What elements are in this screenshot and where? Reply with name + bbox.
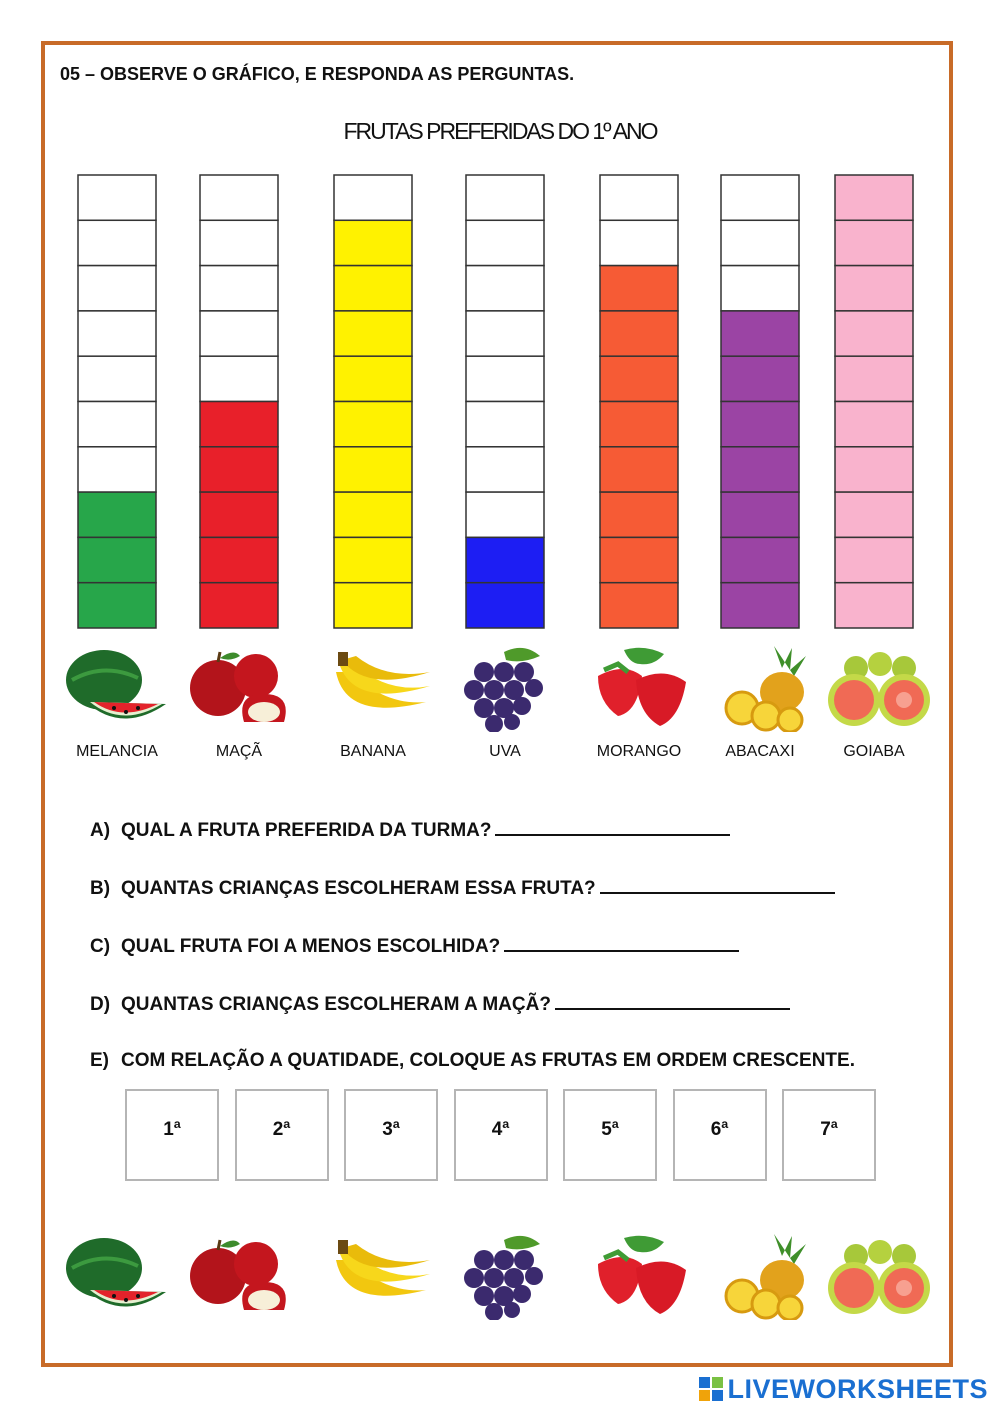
- fruit-label-banana: BANANA: [340, 743, 406, 760]
- fruit-labels: [0, 743, 1000, 765]
- bar-cell-empty: [721, 175, 799, 220]
- order-box-7[interactable]: 7ª: [782, 1089, 876, 1181]
- bar-cell-filled: [835, 311, 913, 356]
- chart-title: FRUTAS PREFERIDAS DO 1º ANO: [343, 118, 657, 144]
- bar-cell-empty: [200, 266, 278, 311]
- bar-column-melancia: [78, 175, 156, 628]
- liveworksheets-brand[interactable]: [699, 1374, 988, 1404]
- bar-cell-filled: [200, 402, 278, 447]
- bar-cell-empty: [78, 311, 156, 356]
- question-e: [90, 1050, 855, 1072]
- answer-blank[interactable]: [600, 874, 835, 894]
- bar-cell-filled: [600, 311, 678, 356]
- bar-cell-filled: [334, 402, 412, 447]
- bar-cell-empty: [600, 175, 678, 220]
- bar-cell-filled: [835, 356, 913, 401]
- bar-cell-filled: [600, 356, 678, 401]
- bar-cell-filled: [600, 402, 678, 447]
- order-box-3[interactable]: 3ª: [344, 1089, 438, 1181]
- strawberry-icon: [584, 1230, 694, 1320]
- bar-cell-empty: [600, 220, 678, 265]
- bar-cell-filled: [466, 583, 544, 628]
- bar-cell-filled: [835, 583, 913, 628]
- bar-cell-filled: [835, 492, 913, 537]
- bar-column-uva: [466, 175, 544, 628]
- pineapple-icon: [712, 642, 822, 732]
- fruit-label-morango: MORANGO: [596, 743, 682, 760]
- bar-cell-filled: [78, 583, 156, 628]
- bar-cell-filled: [600, 537, 678, 582]
- bar-cell-filled: [200, 447, 278, 492]
- bar-cell-empty: [78, 220, 156, 265]
- order-box-4[interactable]: 4ª: [454, 1089, 548, 1181]
- bar-cell-empty: [200, 311, 278, 356]
- bar-cell-filled: [721, 311, 799, 356]
- bar-cell-filled: [600, 447, 678, 492]
- question-text: QUAL FRUTA FOI A MENOS ESCOLHIDA?: [121, 936, 501, 957]
- bar-cell-empty: [78, 266, 156, 311]
- bar-cell-empty: [200, 220, 278, 265]
- bar-cell-filled: [334, 220, 412, 265]
- bar-cell-filled: [334, 266, 412, 311]
- fruit-label-maçã: MAÇÃ: [215, 743, 263, 760]
- answer-blank[interactable]: [555, 990, 790, 1010]
- bar-cell-empty: [78, 175, 156, 220]
- bar-cell-filled: [334, 583, 412, 628]
- bar-cell-filled: [78, 492, 156, 537]
- bar-cell-filled: [200, 537, 278, 582]
- question-text: QUAL A FRUTA PREFERIDA DA TURMA?: [121, 820, 492, 841]
- question-letter: A): [90, 820, 111, 841]
- bar-column-morango: [600, 175, 678, 628]
- question-text: QUANTAS CRIANÇAS ESCOLHERAM ESSA FRUTA?: [121, 878, 596, 899]
- question-d: [90, 990, 790, 1016]
- question-letter: C): [90, 936, 111, 957]
- bar-cell-empty: [466, 402, 544, 447]
- bar-cell-filled: [200, 492, 278, 537]
- bar-cell-filled: [600, 266, 678, 311]
- grapes-icon: [444, 1230, 554, 1320]
- bar-chart: [0, 170, 1000, 635]
- bar-cell-empty: [721, 220, 799, 265]
- bar-cell-empty: [78, 402, 156, 447]
- bar-cell-filled: [721, 537, 799, 582]
- bar-cell-filled: [334, 492, 412, 537]
- answer-blank[interactable]: [504, 932, 739, 952]
- fruit-label-uva: UVA: [489, 743, 521, 760]
- bar-cell-filled: [334, 447, 412, 492]
- bar-cell-filled: [835, 220, 913, 265]
- bar-cell-filled: [721, 356, 799, 401]
- order-box-2[interactable]: 2ª: [235, 1089, 329, 1181]
- bar-cell-filled: [466, 537, 544, 582]
- grapes-icon: [444, 642, 554, 732]
- bar-cell-filled: [334, 356, 412, 401]
- question-b: [90, 874, 835, 900]
- bar-cell-filled: [721, 447, 799, 492]
- bar-column-banana: [334, 175, 412, 628]
- fruit-label-goiaba: GOIABA: [843, 743, 905, 760]
- question-c: [90, 932, 739, 958]
- watermelon-icon: [62, 1230, 172, 1320]
- bar-cell-empty: [466, 220, 544, 265]
- question-a: [90, 816, 730, 842]
- bar-cell-filled: [721, 402, 799, 447]
- banana-icon: [326, 642, 436, 732]
- bar-cell-filled: [200, 583, 278, 628]
- bar-cell-filled: [835, 537, 913, 582]
- apple-icon: [184, 642, 294, 732]
- pineapple-icon: [712, 1230, 822, 1320]
- order-box-6[interactable]: 6ª: [673, 1089, 767, 1181]
- bar-cell-filled: [334, 311, 412, 356]
- bar-cell-empty: [78, 447, 156, 492]
- bar-cell-empty: [721, 266, 799, 311]
- bar-cell-empty: [334, 175, 412, 220]
- question-text: QUANTAS CRIANÇAS ESCOLHERAM A MAÇÃ?: [121, 994, 551, 1015]
- bar-column-maçã: [200, 175, 278, 628]
- bar-cell-empty: [466, 175, 544, 220]
- strawberry-icon: [584, 642, 694, 732]
- bar-cell-filled: [78, 537, 156, 582]
- question-letter: B): [90, 878, 111, 899]
- bar-cell-filled: [600, 492, 678, 537]
- fruit-pictures-top: [0, 642, 1000, 732]
- question-letter: D): [90, 994, 111, 1015]
- fruit-pictures-bottom: [0, 1230, 1000, 1320]
- bar-cell-empty: [466, 311, 544, 356]
- brand-name: LIVEWORKSHEETS: [727, 1373, 988, 1404]
- watermelon-icon: [62, 642, 172, 732]
- guava-icon: [822, 642, 932, 732]
- bar-cell-empty: [200, 175, 278, 220]
- guava-icon: [822, 1230, 932, 1320]
- bar-cell-filled: [835, 447, 913, 492]
- bar-cell-filled: [600, 583, 678, 628]
- bar-cell-empty: [200, 356, 278, 401]
- bar-cell-empty: [466, 356, 544, 401]
- liveworksheets-logo-icon: [699, 1377, 723, 1401]
- bar-cell-filled: [721, 492, 799, 537]
- banana-icon: [326, 1230, 436, 1320]
- order-answer-boxes: [125, 1089, 885, 1183]
- question-text: COM RELAÇÃO A QUATIDADE, COLOQUE AS FRUTAS EM ORDEM CRESCENTE.: [121, 1050, 855, 1071]
- bar-cell-empty: [466, 447, 544, 492]
- exercise-heading: 05 – OBSERVE O GRÁFICO, E RESPONDA AS PERGUNTAS.: [60, 64, 575, 84]
- apple-icon: [184, 1230, 294, 1320]
- bar-cell-empty: [466, 266, 544, 311]
- bar-cell-filled: [835, 175, 913, 220]
- order-box-5[interactable]: 5ª: [563, 1089, 657, 1181]
- bar-cell-filled: [835, 402, 913, 447]
- bar-cell-filled: [835, 266, 913, 311]
- bar-cell-filled: [334, 537, 412, 582]
- bar-cell-empty: [78, 356, 156, 401]
- fruit-label-abacaxi: ABACAXI: [725, 743, 795, 760]
- bar-cell-empty: [466, 492, 544, 537]
- fruit-label-melancia: MELANCIA: [76, 743, 158, 760]
- bar-cell-filled: [721, 583, 799, 628]
- answer-blank[interactable]: [495, 816, 730, 836]
- question-letter: E): [90, 1050, 109, 1071]
- bar-column-abacaxi: [721, 175, 799, 628]
- order-box-1[interactable]: 1ª: [125, 1089, 219, 1181]
- bar-column-goiaba: [835, 175, 913, 628]
